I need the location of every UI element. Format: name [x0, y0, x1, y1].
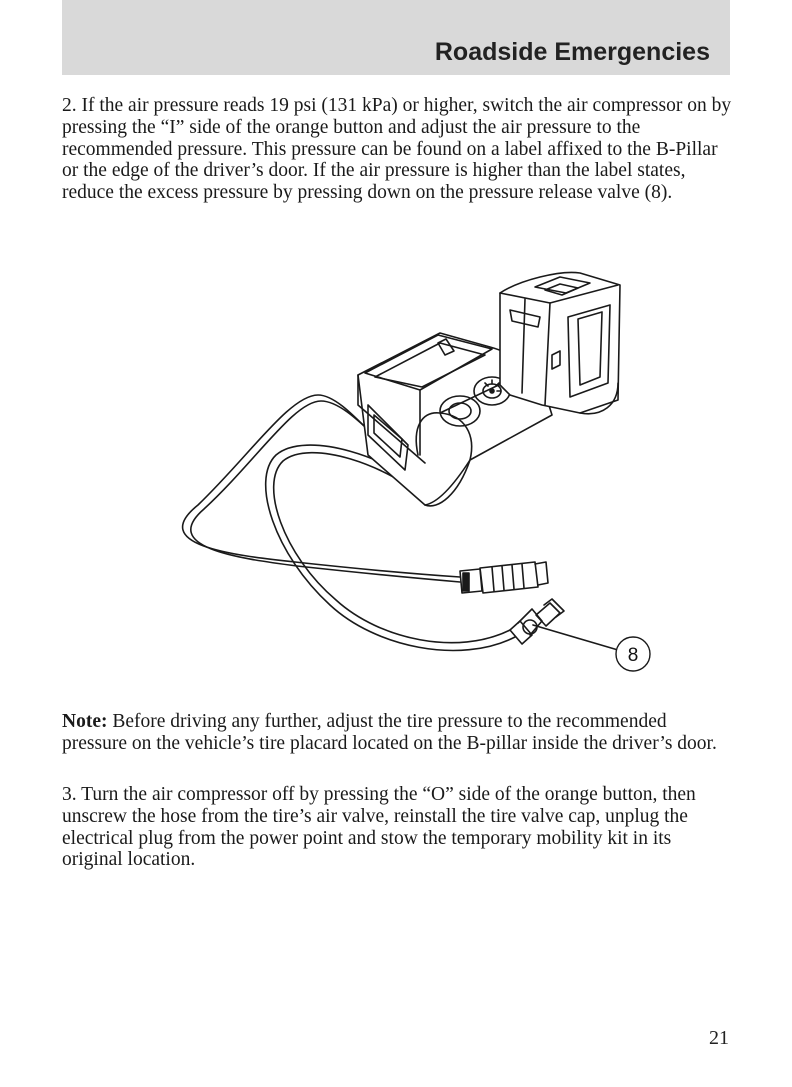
note-paragraph [62, 711, 732, 755]
pressure-release-valve [510, 599, 564, 644]
air-hose [266, 445, 515, 650]
power-plug [460, 562, 548, 593]
section-title: Roadside Emergencies [434, 38, 710, 66]
air-compressor-illustration [140, 255, 660, 685]
header-band [62, 0, 730, 75]
note-text: Before driving any further, adjust the tire pressure to the recommended pressure on the vehicle’s tire placard located on the B-pillar inside the driver’s door. [62, 711, 717, 754]
step-2-paragraph: 2. If the air pressure reads 19 psi (131 kPa) or higher, switch the air compressor on by pressing the “I” side of the orange button and adjust the air pressure to the recommended pressure. This pressure can be found on a label affixed to the B-Pillar or the edge of the driver’s door. If the air pressure is higher than the label states, reduce the excess pressure by pressing down on the pressure release valve (8). [62, 95, 732, 204]
sealant-canister [500, 272, 620, 413]
page-number: 21 [709, 1027, 729, 1049]
step-3-paragraph: 3. Turn the air compressor off by pressing the “O” side of the orange button, then unscrew the hose from the tire’s air valve, reinstall the tire valve cap, unplug the electrical plug from the power point and stow the temporary mobility kit in its original location. [62, 784, 696, 871]
callout-8-label: 8 [627, 645, 639, 666]
note-label: Note: [62, 711, 108, 732]
callout-8 [533, 625, 650, 671]
